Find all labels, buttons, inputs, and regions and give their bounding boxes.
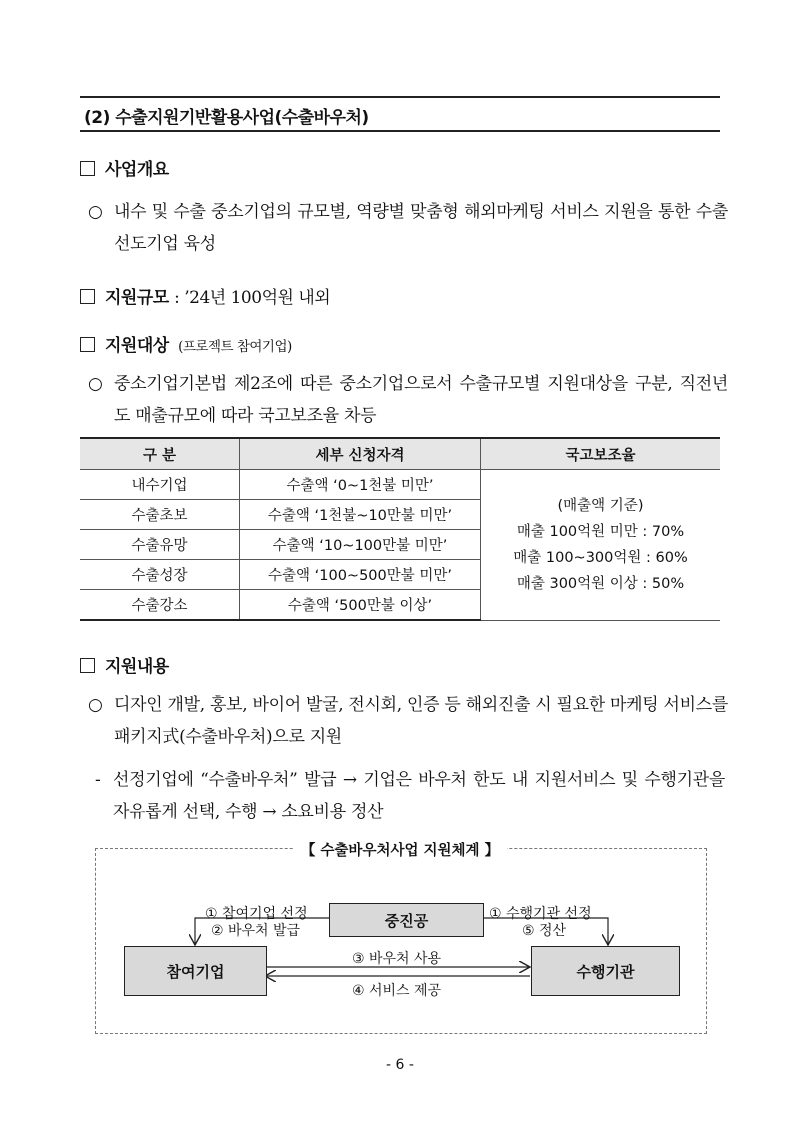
- participant-box: 참여기업: [124, 946, 267, 996]
- content-dash-text: 선정기업에 “수출바우처” 발급 → 기업은 바우처 한도 내 지원서비스 및 수행기관을 자유롭게 선택, 수행 → 소요비용 정산: [113, 770, 725, 822]
- section-title: (2) 수출지원기반활용사업(수출바우처): [84, 108, 369, 128]
- table-cell: 내수기업: [80, 470, 240, 500]
- label-settlement: ⑤ 정산: [522, 923, 567, 939]
- table-header: 국고보조율: [481, 438, 721, 470]
- target-note: (프로젝트 참여기업): [178, 339, 292, 355]
- table-cell: 수출액 ‘100~500만불 미만’: [240, 560, 481, 590]
- table-cell: 수출초보: [80, 500, 240, 530]
- table-cell: 수출액 ‘1천불~10만불 미만’: [240, 500, 481, 530]
- overview-text: 내수 및 수출 중소기업의 규모별, 역량별 맞춤형 해외마케팅 서비스 지원을 통한 수출 선도기업 육성: [114, 202, 728, 254]
- dash-bullet: -: [95, 770, 101, 790]
- table-cell: 수출강소: [80, 590, 240, 621]
- circle-bullet-icon: ○: [88, 202, 103, 222]
- rate-cell: (매출액 기준) 매출 100억원 미만 : 70% 매출 100~300억원 : 60% 매출 300억원 이상 : 50%: [481, 470, 721, 621]
- circle-bullet-icon: ○: [88, 695, 103, 715]
- scale-value: : ’24년 100억원 내외: [174, 288, 331, 308]
- label-service-provision: ④ 서비스 제공: [352, 983, 442, 999]
- table-cell: 수출액 ‘0~1천불 미만’: [240, 470, 481, 500]
- circle-bullet-icon: ○: [88, 374, 103, 394]
- heading-target: 지원대상 (프로젝트 참여기업): [80, 331, 292, 356]
- table-cell: 수출성장: [80, 560, 240, 590]
- table-header: 세부 신청자격: [240, 438, 481, 470]
- label-voucher-use: ③ 바우처 사용: [352, 951, 442, 967]
- heading-overview: 사업개요: [80, 155, 169, 180]
- heading-scale: 지원규모 : ’24년 100억원 내외: [80, 283, 330, 308]
- content-text: 디자인 개발, 홍보, 바이어 발굴, 전시회, 인증 등 해외진출 시 필요한 마케팅 서비스를 패키지式(수출바우처)으로 지원: [114, 695, 728, 747]
- page-number: - 6 -: [386, 1057, 414, 1073]
- label-select-agency: ① 수행기관 선정: [489, 906, 592, 922]
- center-box-kosmes: 중진공: [329, 903, 484, 937]
- diagram-title: 【 수출바우처사업 지원체계 】: [0, 839, 800, 860]
- agency-box: 수행기관: [531, 946, 680, 996]
- table-cell: 수출유망: [80, 530, 240, 560]
- target-text: 중소기업기본법 제2조에 따른 중소기업으로서 수출규모별 지원대상을 구분, 직전년도 매출규모에 따라 국고보조율 차등: [114, 374, 728, 426]
- label-select-participant: ① 참여기업 선정: [205, 906, 308, 922]
- label-issue-voucher: ② 바우처 발급: [211, 923, 301, 939]
- heading-content: 지원내용: [80, 652, 169, 677]
- table-header: 구 분: [80, 438, 240, 470]
- table-cell: 수출액 ‘10~100만불 미만’: [240, 530, 481, 560]
- table-cell: 수출액 ‘500만불 이상’: [240, 590, 481, 621]
